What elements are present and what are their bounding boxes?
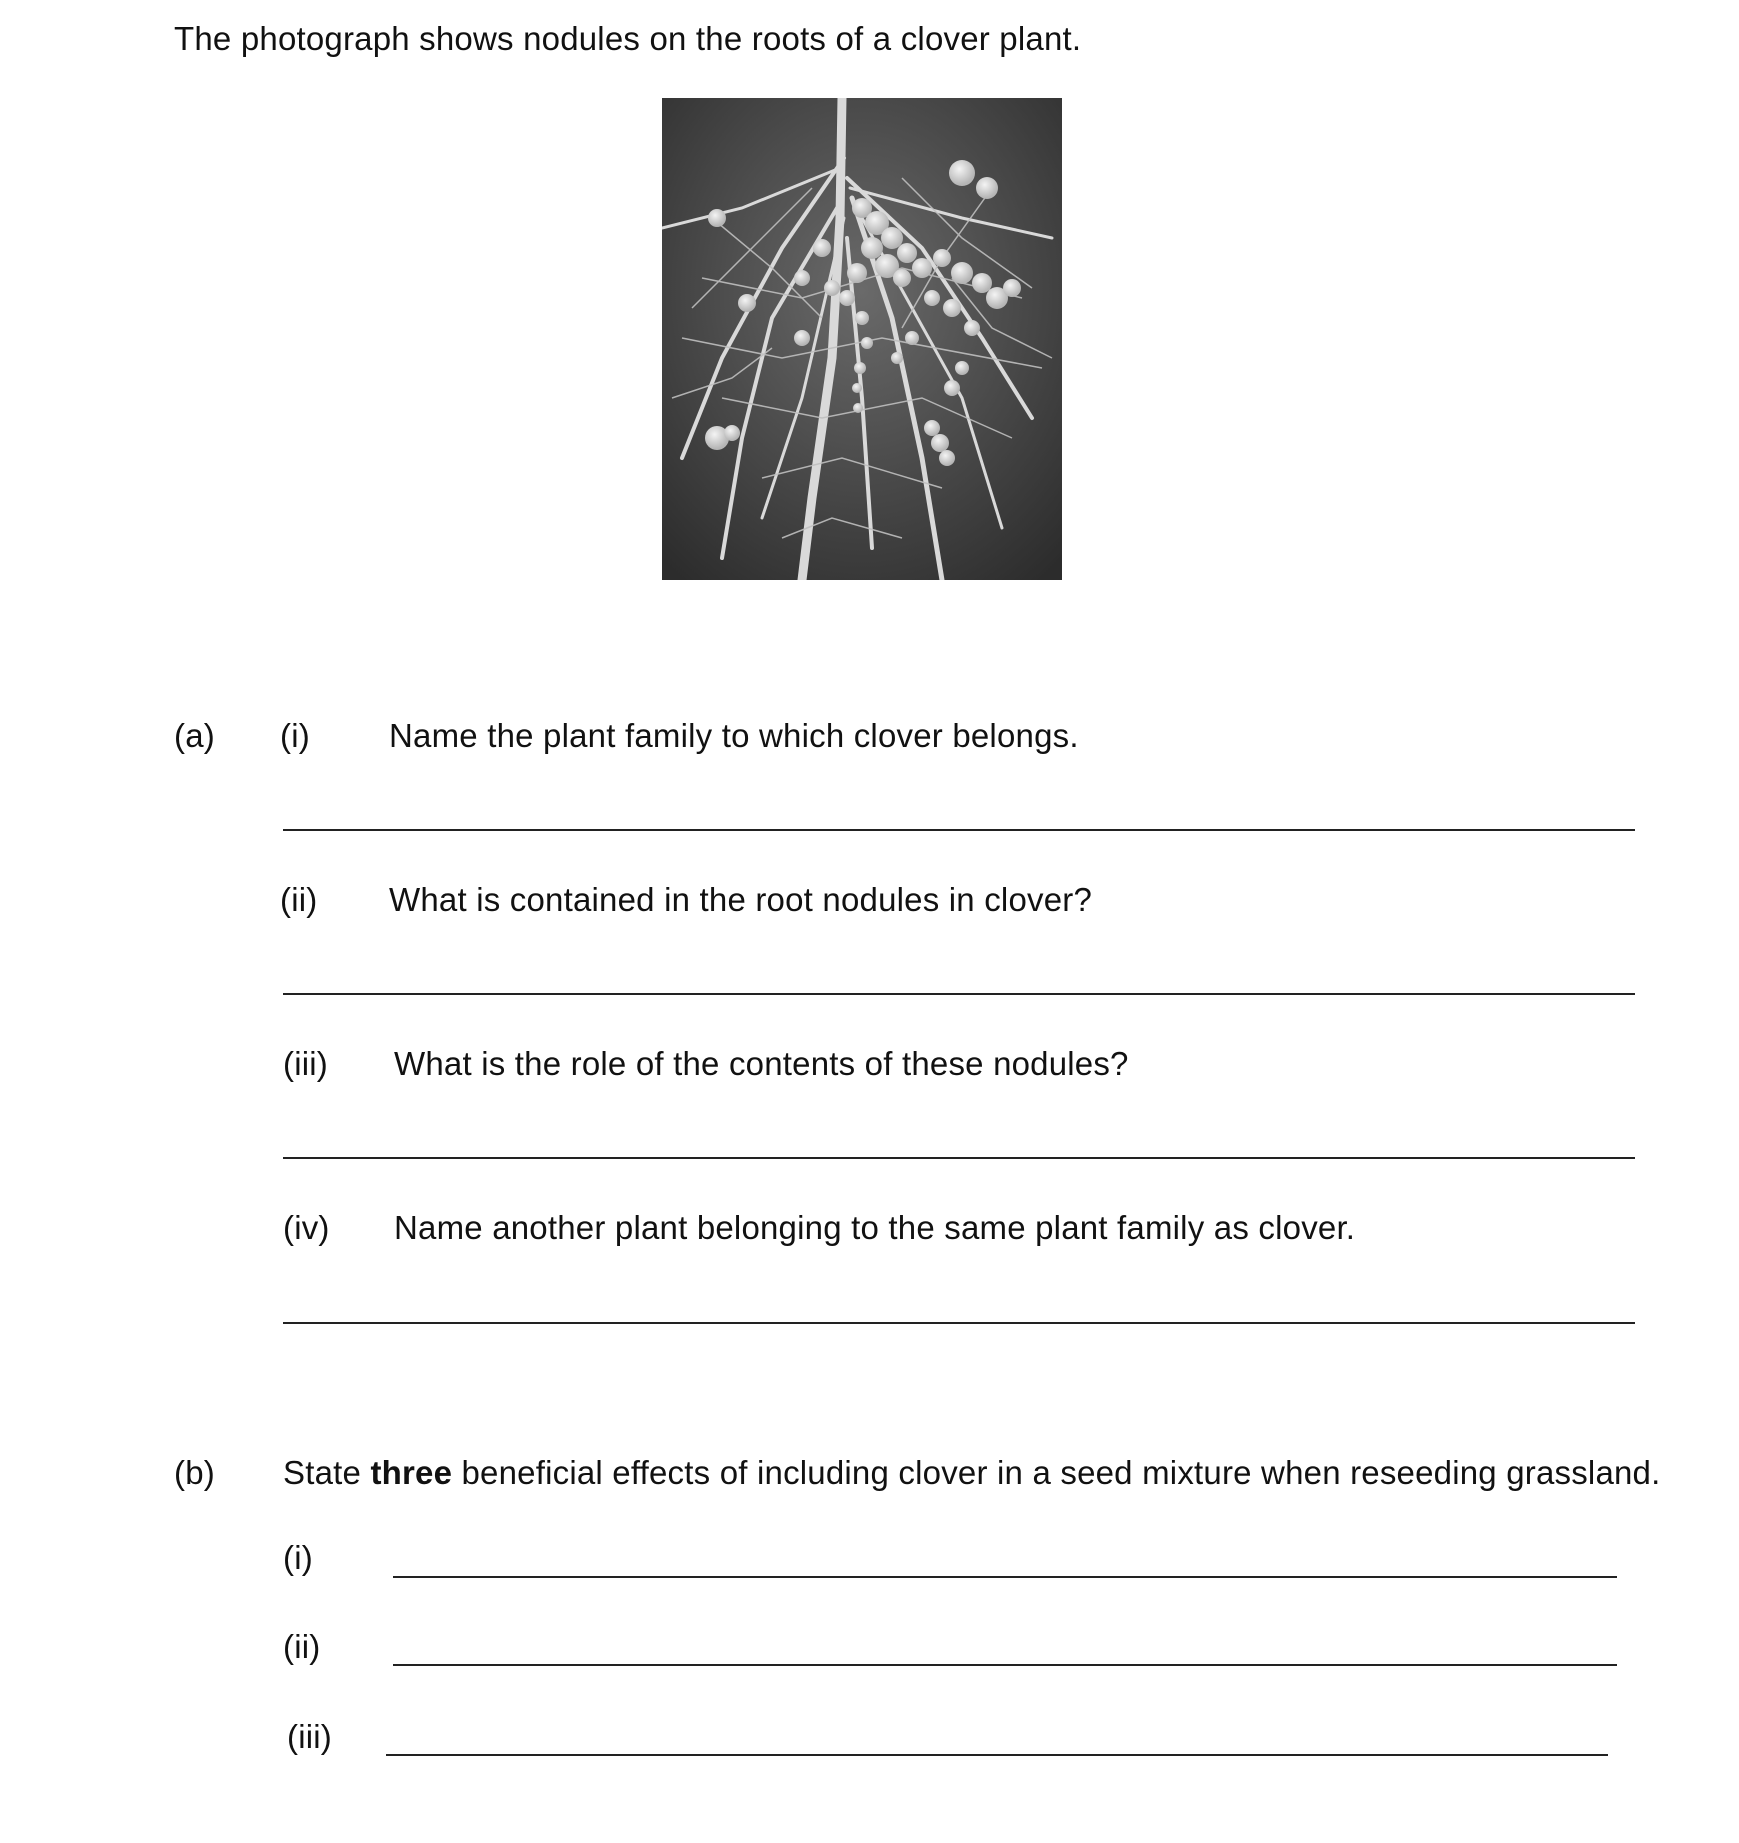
question-a-iv-text: Name another plant belonging to the same plant family as clover.: [394, 1209, 1356, 1246]
question-a-i-number: (i): [280, 717, 310, 754]
question-a-ii-text: What is contained in the root nodules in clover?: [389, 881, 1093, 918]
answer-line-b-ii[interactable]: [393, 1664, 1617, 1666]
clover-root-nodules-photo: [662, 98, 1062, 580]
question-a-iii-number: (iii): [283, 1045, 328, 1082]
part-b-item-ii-number: (ii): [283, 1628, 321, 1665]
answer-line-a-iv[interactable]: [283, 1322, 1635, 1324]
answer-line-b-iii[interactable]: [386, 1754, 1608, 1756]
answer-line-a-ii[interactable]: [283, 993, 1635, 995]
question-a-iv-number: (iv): [283, 1209, 330, 1246]
part-b-item-i-number: (i): [283, 1539, 313, 1576]
question-a-iii-text: What is the role of the contents of these nodules?: [394, 1045, 1129, 1082]
question-a-i-text: Name the plant family to which clover belongs.: [389, 717, 1079, 754]
part-b-question-suffix: beneficial effects of including clover in a seed mixture when reseeding grassland.: [452, 1454, 1661, 1491]
part-b-label: (b): [174, 1454, 215, 1491]
part-b-item-iii-number: (iii): [287, 1718, 332, 1755]
intro-text: The photograph shows nodules on the roots of a clover plant.: [174, 20, 1082, 57]
answer-line-a-i[interactable]: [283, 829, 1635, 831]
answer-line-b-i[interactable]: [393, 1576, 1617, 1578]
part-b-question: [283, 1453, 1660, 1493]
part-b-question-prefix: State: [283, 1454, 371, 1491]
part-b-question-emphasis: three: [370, 1454, 453, 1491]
part-a-label: (a): [174, 717, 215, 754]
question-a-ii-number: (ii): [280, 881, 318, 918]
answer-line-a-iii[interactable]: [283, 1157, 1635, 1159]
